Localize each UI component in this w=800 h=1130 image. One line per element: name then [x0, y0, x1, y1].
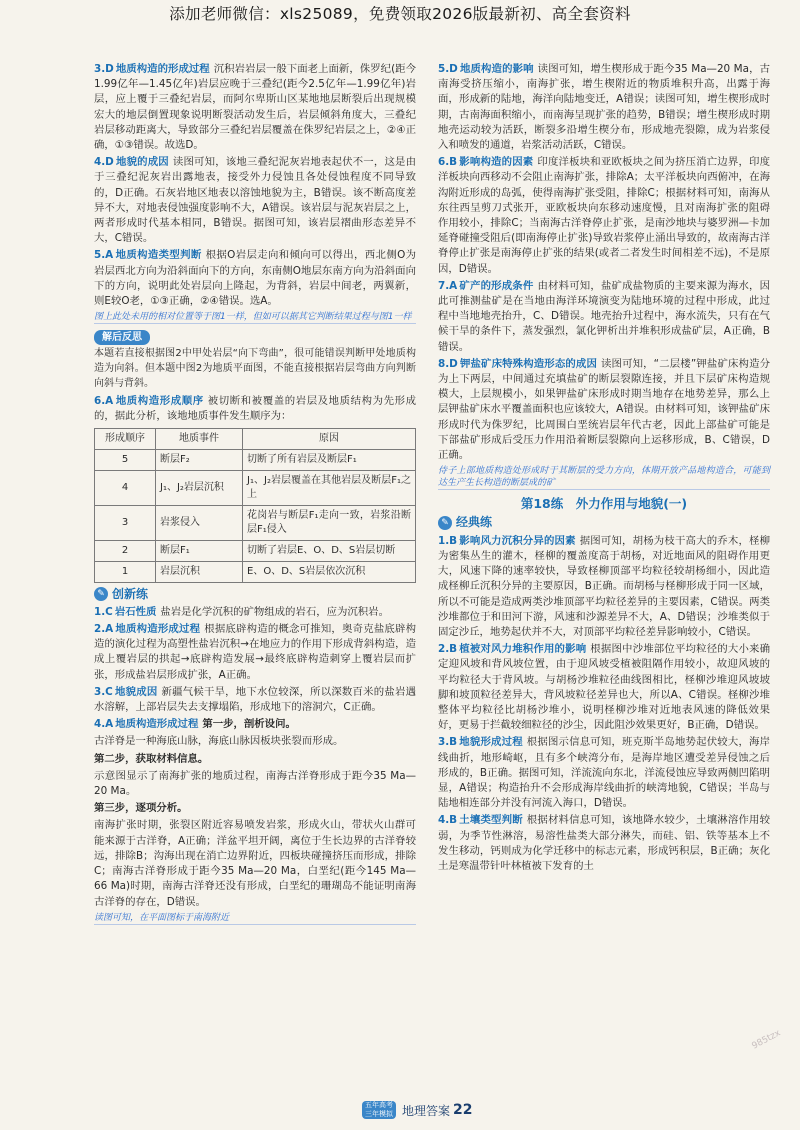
watermark: 985tzx	[750, 1028, 783, 1052]
section-heading-innovation	[94, 587, 416, 602]
answer-tag: 植被对风力堆积作用的影响	[459, 643, 587, 656]
table-row	[95, 505, 416, 540]
table-cell-event: 断层F₁	[156, 540, 243, 561]
answer-q8	[438, 357, 770, 463]
answer-number: 2.A	[94, 623, 114, 636]
answer-q6	[94, 394, 416, 424]
table-cell-event: 岩层沉积	[156, 561, 243, 582]
answer-text: 沉积岩岩层一般下面老上面新，侏罗纪(距今1.99亿年—1.45亿年)岩层应晚于三叠纪(距今2.5亿年—1.99亿年)岩层，应上覆于三叠纪岩层，而阿尔卑斯山区某地地层断裂后出现规模宏大的地层倒置现象说明断裂活动发生后，岩层倾斜角度大，三叠纪岩层移动距离大，导致部分三叠纪岩层覆盖在侏罗纪岩层之上，②④正确，①③错误。故选D。	[94, 63, 417, 152]
answer-number: 7.A	[438, 279, 458, 292]
table-cell-order: 2	[95, 540, 156, 561]
answer-number: 4.B	[438, 814, 458, 827]
reflection-text: 本题若直接根据图2中甲处岩层“向下弯曲”，很可能错误判断甲处地质构造为向斜。但本题中图2为地质平面图，不能直接根据岩层弯曲方向判断向斜与背斜。	[94, 348, 416, 389]
table-header: 形成顺序	[95, 428, 156, 449]
answer-q3	[94, 62, 416, 153]
answer-tag: 地质构造类型判断	[115, 249, 202, 262]
answer-q6	[438, 155, 770, 277]
answer-tag: 地质构造形成过程	[115, 623, 201, 636]
section-title: 经典练	[456, 515, 493, 530]
answer-number: 3.C	[94, 685, 113, 698]
answer-c3	[94, 685, 416, 715]
answer-q7	[438, 279, 770, 355]
pencil-icon: ✎	[438, 516, 452, 530]
step-text: 古洋脊是一种海底山脉，海底山脉因板块张裂而形成。	[94, 735, 344, 748]
answer-number: 5.A	[94, 249, 114, 262]
answer-tag: 土壤类型判断	[459, 814, 523, 827]
table-cell-event: 断层F₂	[156, 449, 243, 470]
table-cell-reason: 花岗岩与断层F₁走向一致，岩浆沿断层F₁侵入	[243, 505, 416, 540]
table-header: 地质事件	[156, 428, 243, 449]
answer-text: 由材料可知，盐矿成盐物质的主要来源为海水，因此可推测盐矿是在当地由海洋环境演变为陆地环境的过程中形成，此过程中当地地壳抬升，C、D错误。地壳抬升过程中，海水流失，只有在气候干旱的条件下，蒸发强烈，氯化钾析出并堆积形成盐矿层，A正确，B错误。	[438, 279, 771, 353]
table-row	[95, 449, 416, 470]
answer-tag: 地貌形成过程	[459, 736, 523, 749]
left-column	[94, 62, 416, 927]
answer-text: 根据图示信息可知，班克斯半岛地势起伏较大，海岸线曲折，地形崎岖，且有多个峡湾分布，是海岸地区遭受差异侵蚀之后形成的，B正确。据图可知，洋流流向东北，洋流侵蚀应导致两侧凹陷明显，A错误；构造抬升不会形成海岸线曲折的峡湾地貌，C错误；半岛与陆地相连部分并没有河流入海口，D错误。	[438, 736, 770, 810]
answer-text: 据图可知，胡杨为枝干高大的乔木，柽柳为密集丛生的灌木，柽柳的覆盖度高于胡杨，对近地面风的阻碍作用更大，风速下降的速率较快，导致柽柳顶部平均粒径较胡杨细小，因此造成柽柳丘沉积分异的主要原因，B正确。而胡杨与柽柳形成于同一区域，所以不可能是造成两类沙堆顶部平均粒径差异的主要因素，C错误。两类沙堆都位于和田河下游，风速和沙源差异不大，A、D错误；沙堆类似于固定沙丘，地势起伏并不大，对顶部平均粒径差异影响较小，C错误。	[438, 534, 771, 638]
chapter-title: 第18练 外力作用与地貌(一)	[520, 496, 688, 512]
table-header-row	[95, 428, 416, 449]
table-cell-event: J₁、J₂岩层沉积	[156, 470, 243, 505]
answer-text: 读图可知，该地三叠纪泥灰岩地表起伏不一，这是由于三叠纪泥灰岩出露地表，接受外力侵蚀且各处侵蚀程度不同导致的，D正确。石灰岩地区地表以溶蚀地貌为主，B错误。该不断高度差异不大，对地表侵蚀强度影响不大，A错误。该岩层与泥灰岩层之上，两者形成时代基本相同，B错误。据图可知，该岩层褶曲形态差异不大，C错误。	[94, 156, 416, 245]
answer-text: 盐岩是化学沉积的矿物组成的岩石，应为沉积岩。	[160, 605, 389, 618]
answer-e2	[438, 642, 770, 733]
answer-text: 根据O岩层走向和倾向可以得出，西北侧O为岩层西北方向为沿斜面向下的方向，东南侧O地层东南方向为沿斜面向下的方向，说明此处岩层向上隆起，为背斜，岩层中间老，两翼新，则E较O老，①③正确，②④错误。选A。	[94, 249, 417, 308]
table-cell-reason: 切断了岩层E、O、D、S岩层切断	[243, 540, 416, 561]
answer-tag: 地质构造的形成过程	[115, 63, 210, 75]
answer-text: 新疆气候干旱，地下水位较深，所以深数百米的盐岩遇水溶解，上部岩层失去支撑塌陷，形成地下的溶洞穴，C正确。	[94, 685, 417, 714]
answer-e4	[438, 813, 770, 874]
section-heading-classic	[438, 515, 770, 530]
answer-number: 3.D	[94, 63, 114, 75]
table-row	[95, 540, 416, 561]
answer-tag: 地貌成因	[114, 685, 158, 698]
answer-e1	[438, 534, 770, 640]
answer-tag: 影响构造的因素	[459, 156, 534, 169]
reflection-badge: 解后反思	[94, 330, 150, 345]
answer-text: 读图可知，增生楔形成于距今35 Ma—20 Ma，古南海受挤压缩小，南海扩张，增生楔附近的物质堆积升高，出露于海面，形成新的陆地，海洋向陆地变迁，A错误；读图可知，增生楔形成时期，古南海面积缩小，而南海呈现扩张的趋势，B错误；增生楔形成时期地壳运动较为活跃，断裂多沿增生楔分布，形成地壳裂隙，成为岩浆侵入和喷发的通道，岩浆活动活跃，C错误。	[438, 63, 771, 152]
step-text: 示意图显示了南海扩张的地质过程，南海古洋脊形成于距今35 Ma—20 Ma。	[94, 769, 416, 798]
answer-text: 根据图中沙堆部位平均粒径的大小来确定迎风坡和背风坡位置，由于迎风坡受植被阻隔作用较小，故迎风坡的平均粒径大于背风坡。与胡杨沙堆粒径曲线图相比，柽柳沙堆迎风坡坡脚和坡顶粒径差异大，背风坡粒径差异也大，所以A、C错误。柽柳沙堆整体平均粒径比胡杨沙堆小，说明柽柳沙堆对近地表风速的降低效果好，更易于拦截较细粒径的沙尘，因此阻沙效果更好，B正确，D错误。	[438, 643, 771, 732]
table-cell-order: 1	[95, 561, 156, 582]
step-heading: 第一步，剖析设问。	[202, 718, 296, 731]
answer-text: 根据底辟构造的概念可推知，奥奇克盐底辟构造的演化过程为高塑性盐岩沉积→在地应力的作用下形成背斜构造，造成上覆岩层的拱起→底辟构造发展→最终底辟构造刺穿上覆岩层而扩张，形成盐岩层形成扩张，A正确。	[94, 623, 417, 681]
answer-text: 读图可知，“二层楼”钾盐矿床构造分为上下两层，中间通过充填盐矿的断层裂隙连接，并且下层矿床构造规模大，上层规模小，如果钾盐矿床形成时期当地存在地势差异，那么上层钾盐矿床水平覆盖面积也应该较大，A错误。由材料可知，该钾盐矿床形成时代为侏罗纪，比周围白垩统岩层年代古老，因此上部盐矿可能是下部盐矿形成后受压力作用沿着断层裂隙向上运移形成，B、C错误，D正确。	[438, 357, 770, 462]
answer-text: 印度洋板块和亚欧板块之间为挤压消亡边界，印度洋板块向西移动不会阻止南海扩张，排除A；太平洋板块向西俯冲，在海沟附近形成的岛弧，使得南海扩张受阻，排除C；根据材料可知，南海从东往西呈剪刀式张开，亚欧板块向东移动速度慢，且对南海扩张的阻碍作用较小，排除C；当南海古洋脊停止扩张，是南沙地块与婆罗洲—卡加延脊碰撞受阻后(即南海停止扩张)导致岩浆停止涌出导致的，故南海古洋脊停止扩张是南海停止扩张的结果(或者二者发生时间相差不远)，不是原因，D错误。	[438, 156, 771, 275]
table-cell-order: 4	[95, 470, 156, 505]
table-row	[95, 470, 416, 505]
wechat-banner: 添加老师微信：xls25089，免费领取2026版最新初、高全套资料	[169, 5, 631, 23]
answer-c2	[94, 622, 416, 683]
answer-tag: 地质构造形成过程	[115, 718, 199, 731]
table-header: 原因	[243, 428, 416, 449]
table-cell-reason: 切断了所有岩层及断层F₁	[243, 449, 416, 470]
answer-tag: 地质构造形成顺序	[115, 395, 204, 408]
answer-number: 1.B	[438, 534, 458, 547]
answer-q5	[94, 248, 416, 309]
answer-tag: 地质构造的影响	[459, 63, 534, 75]
section-title: 创新练	[112, 586, 149, 601]
answer-tag: 钾盐矿床特殊构造形态的成因	[459, 357, 597, 370]
answer-tag: 矿产的形成条件	[459, 279, 534, 292]
table-cell-event: 岩浆侵入	[156, 505, 243, 540]
table-row	[95, 561, 416, 582]
table-cell-reason: J₁、J₂岩层覆盖在其他岩层及断层F₁之上	[243, 470, 416, 505]
answer-number: 4.D	[94, 156, 114, 169]
page-number: 22	[453, 1102, 473, 1118]
step-heading: 第二步，获取材料信息。	[94, 752, 209, 765]
right-column	[438, 62, 770, 876]
answer-number: 5.D	[438, 63, 458, 75]
event-order-table	[94, 428, 416, 583]
step-heading: 第三步，逐项分析。	[94, 802, 188, 815]
answer-number: 4.A	[94, 718, 114, 731]
handwritten-note: 侍子上部地质构造处形成时于其断层的受力方向，体期开放产品地构造合，可能到达生产生长构造的断层成的矿	[438, 466, 770, 489]
answer-tag: 岩石性质	[114, 605, 157, 618]
answer-tag: 影响风力沉积分异的因素	[459, 534, 576, 547]
handwritten-note: 图上此处未用的相对位置等于图1一样，但如可以据其它判断结果过程与图1一样	[94, 311, 416, 324]
answer-number: 2.B	[438, 643, 458, 656]
answer-e3	[438, 735, 770, 811]
answer-text: 根据材料信息可知，该地降水较少，土壤淋溶作用较弱，为季节性淋溶，易溶性盐类大部分淋失，而硅、铝、铁等基本上不发生移动，钙则成为化学迁移中的标志元素，形成钙积层，B正确；灰化土是寒温带针叶林植被下发育的土	[438, 814, 770, 872]
table-cell-reason: E、O、D、S岩层依次沉积	[243, 561, 416, 582]
answer-tag: 地貌的成因	[115, 156, 169, 169]
answer-c1	[94, 605, 416, 620]
table-cell-order: 3	[95, 505, 156, 540]
answer-number: 6.A	[94, 395, 114, 408]
answer-c4	[94, 717, 416, 732]
handwritten-note: 读图可知，在平面图标于南海附近	[94, 912, 416, 925]
answer-q5	[438, 62, 770, 153]
answer-number: 3.B	[438, 736, 458, 749]
answer-number: 8.D	[438, 357, 458, 370]
answer-number: 1.C	[94, 605, 113, 618]
pencil-icon: ✎	[94, 587, 108, 601]
table-cell-order: 5	[95, 449, 156, 470]
answer-q4	[94, 155, 416, 246]
step-text: 南海扩张时期，张裂区附近容易喷发岩浆，形成火山，带状火山群可能来源于古洋脊，A正确；洋盆平坦开阔，离位于生长边界的古洋脊较远，排除B；沟海出现在消亡边界附近，四板块碰撞挤压而形成，排除C；南海古洋脊形成于距今35 Ma—20 Ma，白垩纪(距今145 Ma—66 Ma)时期，南海古洋脊还没有形成，白垩纪的珊瑚岛不能证明南海古洋脊的存在，D错误。	[94, 819, 416, 908]
page-footer	[362, 1098, 473, 1122]
answer-number: 6.B	[438, 156, 458, 169]
footer-label: 地理答案	[402, 1103, 451, 1118]
publisher-logo: 五年高考三年模拟	[362, 1101, 396, 1119]
answer-text: 被切断和被覆盖的岩层及地质结构为先形成的，据此分析，该地地质事件发生顺序为：	[94, 395, 417, 423]
